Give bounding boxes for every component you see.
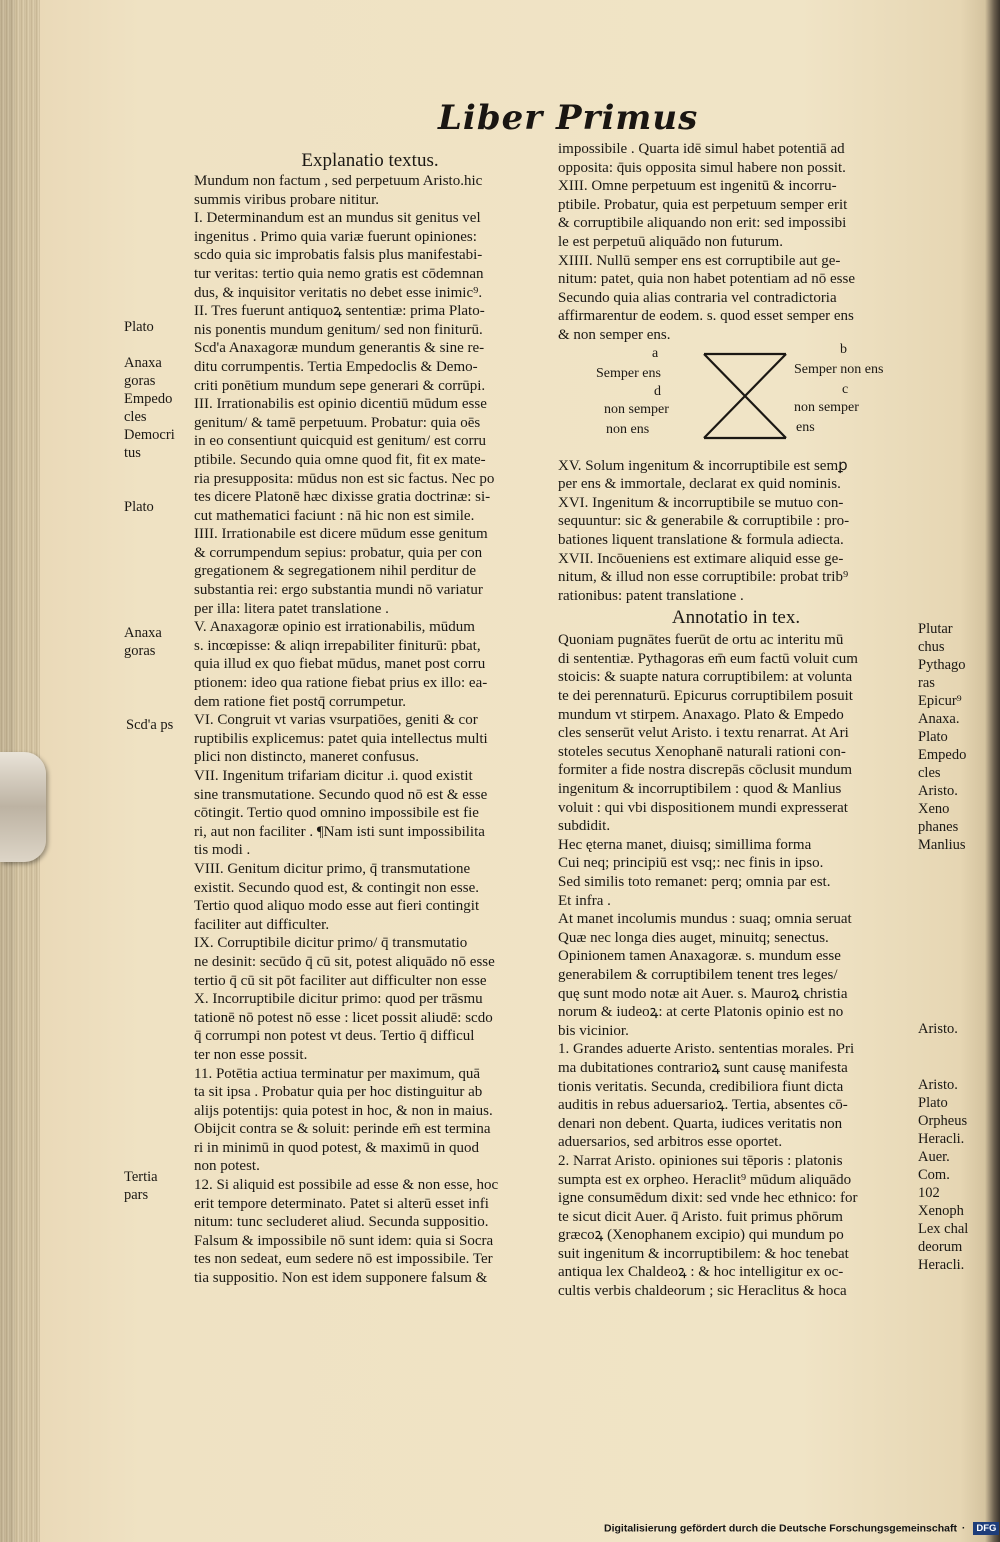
text-line: Scd'a Anaxagoræ mundum generantis & sine re- — [194, 340, 485, 357]
diagram-hourglass-lines — [700, 350, 790, 442]
left-column-text — [194, 172, 546, 1288]
text-line: tes non sedeat, eum sedere nō est impossibile. Ter — [194, 1251, 493, 1268]
text-line: substantia rei: ergo substantia mundi nō variatur — [194, 582, 483, 599]
text-line: ter non esse possit. — [194, 1046, 308, 1063]
text-line: 12. Si aliquid est possibile ad esse & non esse, hoc — [194, 1177, 499, 1194]
diagram-letter-d: d — [654, 384, 661, 399]
text-line: At manet incolumis mundus : suaq; omnia seruat — [558, 911, 852, 928]
text-line: faciliter aut difficulter. — [194, 916, 330, 933]
dfg-logo: DFG — [973, 1522, 999, 1535]
text-line: ma dubitationes contrarioꝝ sunt causę manifesta — [558, 1059, 848, 1076]
text-line: q̄ corrumpi non potest vt deus. Tertio q̄ difficul — [194, 1028, 475, 1045]
text-line: aduersarios, sed arbitros esse oportet. — [558, 1134, 783, 1151]
text-line: dem ratione fiet postq̄ corrumpetur. — [194, 693, 407, 710]
text-line: rationibus: patent translatione . — [558, 587, 744, 604]
text-line: I. Determinandum est an mundus sit genitus vel — [194, 210, 481, 227]
text-line: nitum: tunc secluderet aliud. Secunda suppositio. — [194, 1214, 489, 1231]
text-line: erit tempore determinato. Patet si alterū esset infi — [194, 1195, 489, 1212]
right-column-text-top — [558, 140, 914, 345]
text-line: auditis in rebus aduersarioꝝ. Tertia, absentes cō- — [558, 1097, 848, 1114]
text-line: IX. Corruptibile dicitur primo/ q̄ transmutatio — [194, 935, 468, 952]
margin-note: Plato — [124, 499, 154, 515]
text-line: nis ponentis mundum genitum/ sed non finiturū. — [194, 321, 483, 338]
text-line: ingenitus . Primo quia variæ fuerunt opiniones: — [194, 228, 477, 245]
text-line: opposita: q̄uis opposita simul habere non possit. — [558, 159, 846, 176]
text-line: plici non distincto, maneret confusus. — [194, 749, 419, 766]
text-line: mundum vt stirpem. Anaxago. Plato & Empedo — [558, 706, 844, 723]
text-line: ptibile. Secundo quia omne quod fit, fit ex mate- — [194, 451, 486, 468]
text-line: Cui neq; principiū est vsq;: nec finis in ipso. — [558, 855, 824, 872]
text-line: cles senserūt velut Aristo. i textu renarrat. At Ari — [558, 725, 849, 742]
text-line: 11. Potētia actiua terminatur per maximum, quā — [194, 1065, 481, 1082]
text-line: sine transmutatione. Secundo quod nō est & esse — [194, 786, 488, 803]
text-line: criti ponētium mundum sepe generari & corrūpi. — [194, 377, 486, 394]
diagram-letter-a: a — [652, 346, 659, 361]
margin-note: Scd'a ps — [126, 717, 174, 733]
text-line: denari non debent. Quarta, iudices veritatis non — [558, 1115, 843, 1132]
text-line: VIII. Genitum dicitur primo, q̄ transmutatione — [194, 860, 471, 877]
text-line: ria presupposita: mūdus non est sic factus. Nec po — [194, 470, 495, 487]
text-line: dus, & inquisitor veritatis no debet esse inimic⁹. — [194, 284, 483, 301]
book-clasp — [0, 752, 46, 862]
text-line: Tertio quod aliquo modo esse aut fieri contingit — [194, 898, 480, 915]
text-line: Et infra . — [558, 892, 611, 909]
text-line: subdidit. — [558, 818, 611, 835]
text-line: stoicis: & suapte natura corruptibilem: at volunta — [558, 669, 853, 686]
left-column-heading: Explanatio textus. — [301, 150, 439, 171]
text-line: ne desinit: secūdo q̄ cū sit, potest aliquādo nō esse — [194, 953, 495, 970]
text-line: Opinionem tamen Anaxagoræ. s. mundum esse — [558, 948, 841, 965]
text-line: impossibile . Quarta idē simul habet potentiā ad — [558, 141, 845, 157]
diagram-label-c2: ens — [796, 420, 815, 435]
margin-note: Anaxa goras — [124, 625, 162, 659]
text-line: græcoꝝ (Xenophanem excipio) qui mundum po — [558, 1227, 844, 1244]
running-head: Liber Primus — [438, 98, 699, 138]
text-line: sumpta est ex orpheo. Heraclit⁹ mūdum aliquādo — [558, 1171, 852, 1188]
text-line: s. incœpisse: & aliqn irrepabiliter finiturū: pbat, — [194, 637, 481, 654]
text-line: sequuntur: sic & generabile & corruptibile : pro- — [558, 513, 850, 530]
text-line: Obijcit contra se & soluit: perinde em̄ est termina — [194, 1121, 491, 1138]
text-line: II. Tres fuerunt antiquoꝝ sententiæ: prima Plato- — [194, 303, 485, 320]
text-line: Mundum non factum , sed perpetuum Aristo.hic — [194, 173, 483, 189]
text-line: & non semper ens. — [558, 326, 671, 343]
text-line: tationē nō potest nō esse : licet possit aliudē: scdo — [194, 1009, 493, 1026]
text-line: & corrumpendum sepius: probatur, quia per con — [194, 544, 483, 561]
text-line: alijs potentijs: quia potest in hoc, & non in maius. — [194, 1102, 493, 1119]
text-line: igne consumēdum dixit: sed vnde hec ethnico: for — [558, 1190, 858, 1207]
text-line: generabilem & corruptibilem tenent tres leges/ — [558, 966, 838, 983]
right-column-text-bottom — [558, 631, 914, 1300]
text-line: per illa: litera patet translatione . — [194, 600, 389, 617]
text-line: gregationem & segregationem nihil perditur de — [194, 563, 476, 580]
text-line: ruptibilis explicemus: patet quia intellectus multi — [194, 730, 488, 747]
text-line: ri in minimū in quod potest, & maximū in quod — [194, 1139, 479, 1156]
text-line: Sed similis toto remanet: perq; omnia par est. — [558, 874, 831, 890]
text-line: nitum, & illud non esse corruptibile: probat trib⁹ — [558, 569, 849, 586]
text-line: ingenitum & incorruptibilem : quod & Manlius — [558, 781, 842, 798]
text-line: bis vicinior. — [558, 1022, 629, 1039]
text-line: te sicut dicit Auer. q̄ Aristo. fuit primus phōrum — [558, 1208, 843, 1225]
diagram-label-d: non semper — [604, 402, 669, 417]
diagram-label-a: Semper ens — [596, 366, 661, 381]
text-line: tertio q̄ cū sit pōt faciliter aut difficulter non esse — [194, 972, 487, 989]
diagram-letter-c: c — [842, 382, 849, 397]
diagram-label-c: non semper — [794, 400, 859, 415]
text-line: Hec ęterna manet, diuisq; simillima forma — [558, 836, 812, 853]
text-line: tis modi . — [194, 842, 251, 859]
text-line: IIII. Irrationabile est dicere mūdum esse genitum — [194, 526, 488, 543]
text-line: di sententiæ. Pythagoras em̄ eum factū voluit cum — [558, 650, 858, 667]
text-line: norum & iudeoꝝ: at certe Platonis opinio est no — [558, 1004, 844, 1021]
text-line: ri, aut non faciliter . ¶Nam isti sunt impossibilita — [194, 823, 485, 840]
text-line: nitum: patet, quia non habet potentiam ad nō esse — [558, 271, 856, 288]
text-line: tia suppositio. Non est idem supponere falsum & — [194, 1270, 488, 1287]
diagram-label-d2: non ens — [606, 422, 650, 437]
footer-separator: · — [961, 1522, 966, 1535]
text-line: XVII. Incōueniens est extimare aliquid esse ge- — [558, 550, 844, 567]
footer-credit — [604, 1522, 997, 1538]
text-line: formiter a fide nostra discrepās cōclusit mundum — [558, 762, 853, 779]
text-line: X. Incorruptibile dicitur primo: quod per trāsmu — [194, 991, 483, 1008]
text-line: voluit : qui vbi dispositionem mundi expresserat — [558, 799, 848, 816]
text-line: Quæ nec longa dies auget, minuitq; senectus. — [558, 929, 829, 946]
text-line: tes dicere Platonē hæc dixisse gratia doctrinæ: si- — [194, 489, 491, 506]
text-line: Quoniam pugnātes fuerūt de ortu ac interitu mū — [558, 632, 844, 649]
text-line: Secundo quia alias contraria vel contradictoria — [558, 289, 837, 306]
right-column-text-mid — [558, 457, 914, 606]
text-line: V. Anaxagoræ opinio est irrationabilis, mūdum — [194, 619, 475, 636]
text-line: cultis verbis chaldeorum ; sic Heraclitus & hoca — [558, 1283, 847, 1300]
text-line: VI. Congruit vt varias vsurpatiōes, geniti & cor — [194, 712, 478, 729]
left-column — [194, 150, 546, 1288]
text-line: VII. Ingenitum trifariam dicitur .i. quod existit — [194, 768, 473, 784]
margin-note: Plutar chus Pythago ras Epicur⁹ Anaxa. Plato Empedo cles Aristo. Xeno phanes Manlius — [918, 621, 967, 853]
text-line: te dei perennaturū. Epicurus corruptibilem posuit — [558, 688, 853, 705]
text-line: existit. Secundo quod est, & contingit non esse. — [194, 879, 479, 896]
text-line: scdo quia sic improbatis falsis plus manifestabi- — [194, 247, 483, 264]
text-line: le est perpetuū aliquādo non futurum. — [558, 233, 783, 250]
text-line: cut mathematici faciunt : nā hic non est simile. — [194, 507, 475, 524]
text-line: XVI. Ingenitum & incorruptibile se mutuo con- — [558, 494, 844, 511]
text-line: summis viribus probare nititur. — [194, 191, 379, 208]
text-line: ditu corrumpentis. Tertia Empedoclis & Demo- — [194, 358, 478, 375]
text-line: genitum/ & tamē perpetuum. Probatur: quia oēs — [194, 414, 481, 431]
text-line: cōtingit. Tertio quod omnino impossibile est fie — [194, 805, 479, 822]
margin-note: Anaxa goras Empedo cles Democri tus — [124, 355, 175, 461]
text-line: antiqua lex Chaldeoꝝ : & hoc intelligitur ex oc- — [558, 1264, 844, 1281]
text-line: tur veritas: tertio quia nemo gratis est cōdemnan — [194, 265, 484, 282]
diagram-label-b: Semper non ens — [794, 362, 884, 377]
text-line: 1. Grandes aduerte Aristo. sententias morales. Pri — [558, 1041, 855, 1058]
square-of-opposition-diagram — [596, 340, 916, 444]
text-line: per ens & immortale, declarat ex quid nominis. — [558, 476, 841, 493]
margin-note: Aristo. — [918, 1021, 958, 1037]
text-line: XIIII. Nullū semper ens est corruptibile aut ge- — [558, 252, 841, 269]
text-line: 2. Narrat Aristo. opiniones sui tēporis : platonis — [558, 1152, 843, 1169]
text-line: ta sit ipsa . Probatur quia per hoc distinguitur ab — [194, 1084, 483, 1101]
text-line: quia illud ex quo fiebat mūdus, manet post corru — [194, 656, 486, 673]
text-line: XV. Solum ingenitum & incorruptibile est semꝑ — [558, 457, 848, 474]
text-line: quę sunt modo notæ ait Auer. s. Mauroꝝ christia — [558, 985, 848, 1002]
text-line: suit ingenitum & incorruptibilem: & hoc tenebat — [558, 1245, 849, 1262]
text-line: Falsum & impossibile nō sunt idem: quia si Socra — [194, 1232, 494, 1249]
margin-note: Plato — [124, 319, 154, 335]
text-line: tionis veritatis. Secunda, credibiliora fiunt dicta — [558, 1078, 844, 1095]
text-line: bationes liquent translatione & formula adiecta. — [558, 531, 844, 548]
margin-note: Aristo. Plato Orpheus Heracli. Auer. Com. 102 Xenoph Lex chal deorum Heracli. — [918, 1077, 969, 1273]
text-line: ptionem: ideo qua ratione fiebat prius ex illo: ea- — [194, 675, 488, 692]
footer-text: Digitalisierung gefördert durch die Deutsche Forschungsgemeinschaft — [604, 1522, 957, 1535]
text-line: III. Irrationabilis est opinio dicentiū mūdum esse — [194, 396, 487, 413]
text-line: & corruptibile aliquando non erit: sed impossibi — [558, 215, 847, 232]
margin-note: Tertia pars — [124, 1169, 158, 1203]
right-column — [558, 140, 914, 1301]
annotatio-heading: Annotatio in tex. — [671, 607, 801, 629]
text-line: affirmarentur de eodem. s. quod esset semper ens — [558, 308, 854, 325]
text-line: in eo consentiunt quicquid est genitum/ est corru — [194, 433, 487, 450]
text-line: stoteles secutus Xenophanē naturali rationi con- — [558, 743, 846, 760]
diagram-letter-b: b — [840, 342, 847, 357]
text-line: XIII. Omne perpetuum est ingenitū & incorru- — [558, 178, 837, 195]
text-line: ptibile. Probatur, quia est perpetuum semper erit — [558, 196, 848, 213]
text-line: non potest. — [194, 1158, 260, 1175]
